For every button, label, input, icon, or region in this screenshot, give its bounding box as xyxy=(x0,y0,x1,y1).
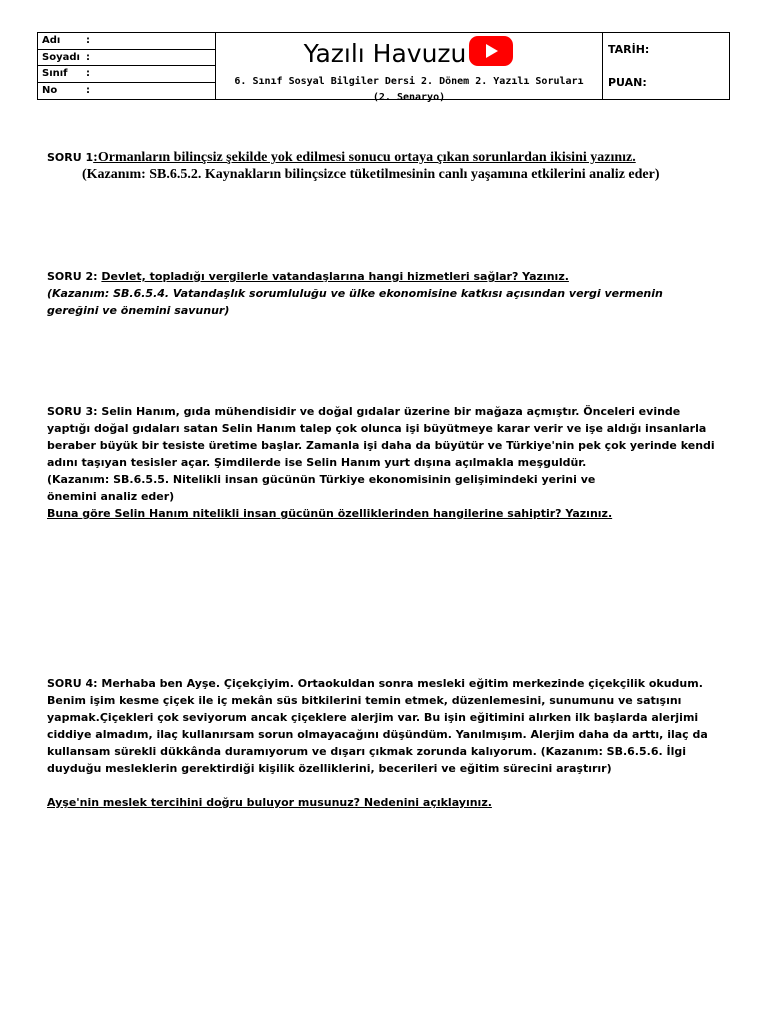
question-4-label: SORU 4: xyxy=(47,677,102,690)
date-score-cell xyxy=(603,33,729,99)
surname-field[interactable]: Soyadı : xyxy=(38,50,215,67)
exam-scenario: (2. Senaryo) xyxy=(372,92,446,103)
question-2-label: SORU 2: xyxy=(47,270,102,283)
score-label: PUAN: xyxy=(608,76,647,89)
question-3-text: Selin Hanım, gıda mühendisidir ve doğal gıdalar üzerine bir mağaza açmıştır. Önceleri evinde yaptığı doğal gıdaları satan Selin Hanım talep çok olunca işi büyütmeye karar verir ve işe aldığı insanlarla beraber büyük bir tesiste üretime başlar. Zamanla işi daha da büyütür ve Türkiye'nin pek çok yerinde kendi adını taşıyan tesisler açar. Şimdilerde ise Selin Hanım yurt dışına açılmakla meşguldür. xyxy=(47,405,715,469)
question-3-question: Buna göre Selin Hanım nitelikli insan gücünün özelliklerinden hangilerine sahiptir? Yazınız. xyxy=(47,507,613,520)
question-1-label: SORU 1 xyxy=(47,151,94,164)
youtube-play-icon xyxy=(468,35,514,74)
date-label: TARİH: xyxy=(608,43,650,56)
question-2-text: Devlet, topladığı vergilerle vatandaşlarına hangi hizmetleri sağlar? Yazınız. xyxy=(101,270,569,283)
question-3-kazanim: (Kazanım: SB.6.5.5. Nitelikli insan gücünün Türkiye ekonomisinin gelişimindeki yerini ve önemini analiz eder) xyxy=(47,473,596,503)
question-3 xyxy=(47,403,719,522)
number-field[interactable]: No : xyxy=(42,84,90,96)
brand-title: Yazılı Havuzu xyxy=(216,35,602,74)
question-1-text: :Ormanların bilinçsiz şekilde yok edilmesi sonucu ortaya çıkan sorunlardan ikisini yazınız. xyxy=(93,150,636,165)
question-2 xyxy=(47,268,687,319)
question-4-question: Ayşe'nin meslek tercihini doğru buluyor musunuz? Nedenini açıklayınız. xyxy=(47,796,492,809)
question-2-kazanim: (Kazanım: SB.6.5.4. Vatandaşlık sorumluluğu ve ülke ekonomisine katkısı açısından vergi vermenin gereğini ve önemini savunur) xyxy=(47,287,663,317)
question-4-text: Merhaba ben Ayşe. Çiçekçiyim. Ortaokuldan sonra mesleki eğitim merkezinde çiçekçilik okudum. Benim işim kesme çiçek ile iç mekân süs bitkilerini temin etmek, düzenlemesini, sunumunu ve satışını yapmak.Çiçekleri çok seviyorum ancak çiçeklere alerjim var. Bu işin eğitimini alırken ilk başlarda alerjimi ciddiye almadım, ilaç kullanırsam sorun olmayacağını düşündüm. Yanılmışım. Alerjim daha da arttı, ilaç da kullansam sürekli dükkânda duramıyorum ve dışarı çıkmak zorunda kalıyorum. xyxy=(47,677,708,758)
question-4-kazanim: (Kazanım: SB.6.5.6. İlgi duyduğu mesleklerin gerektirdiği kişilik özelliklerini, becerileri ve eğitim sürecini araştırır) xyxy=(47,745,686,775)
exam-header xyxy=(37,32,730,103)
name-field[interactable]: Adı : xyxy=(38,33,215,50)
question-1-kazanim: (Kazanım: SB.6.5.2. Kaynakların bilinçsizce tüketilmesinin canlı yaşamına etkilerini analiz eder) xyxy=(82,167,660,182)
student-info-table xyxy=(38,33,216,99)
question-4 xyxy=(47,675,719,811)
exam-subtitle: 6. Sınıf Sosyal Bilgiler Dersi 2. Dönem 2. Yazılı Soruları xyxy=(234,76,584,87)
question-3-label: SORU 3: xyxy=(47,405,102,418)
title-cell xyxy=(216,33,603,103)
question-1 xyxy=(47,149,723,183)
class-field[interactable]: Sınıf : xyxy=(38,66,215,83)
